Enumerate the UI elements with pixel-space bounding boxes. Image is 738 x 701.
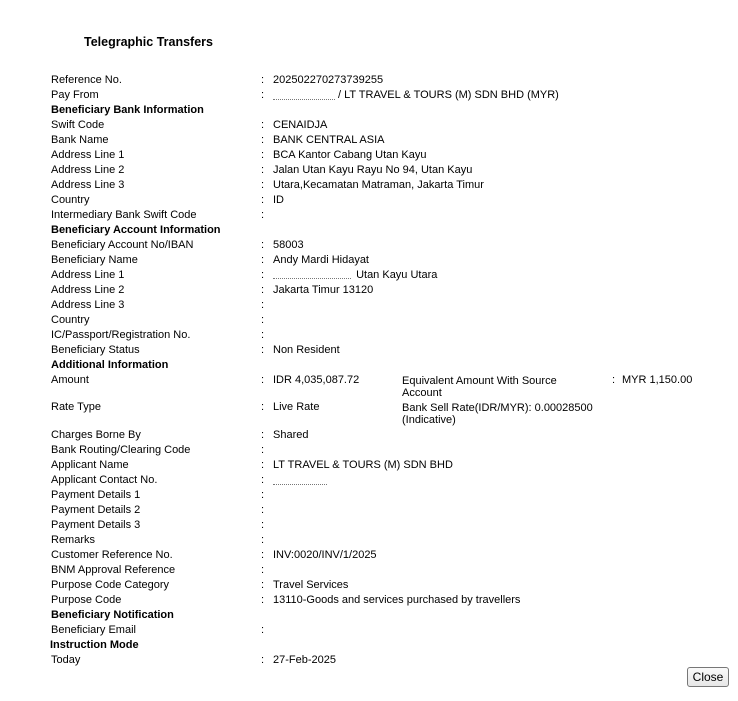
value: 13110-Goods and services purchased by travellers <box>273 594 521 606</box>
value: ID <box>273 194 284 206</box>
value <box>273 473 327 488</box>
separator: : <box>261 489 265 501</box>
label: Address Line 1 <box>51 149 125 161</box>
close-button[interactable]: Close <box>687 667 729 687</box>
separator: : <box>261 401 265 413</box>
value: Shared <box>273 429 309 441</box>
separator: : <box>612 374 616 386</box>
label: Address Line 3 <box>51 299 125 311</box>
value: Jakarta Timur 13120 <box>273 284 374 296</box>
label: Charges Borne By <box>51 429 141 441</box>
equivalent-amount-value: MYR 1,150.00 <box>622 374 693 386</box>
redacted-mark <box>273 91 335 100</box>
value: CENAIDJA <box>273 119 328 131</box>
separator: : <box>261 269 265 281</box>
separator: : <box>261 179 265 191</box>
section-account-info: Beneficiary Account Information <box>51 224 221 236</box>
value: BANK CENTRAL ASIA <box>273 134 385 146</box>
label: Intermediary Bank Swift Code <box>51 209 197 221</box>
label: Amount <box>51 374 89 386</box>
label: Beneficiary Account No/IBAN <box>51 239 194 251</box>
label: Applicant Contact No. <box>51 474 158 486</box>
label: Remarks <box>51 534 96 546</box>
value: Utara,Kecamatan Matraman, Jakarta Timur <box>273 179 484 191</box>
page-title: Telegraphic Transfers <box>84 35 213 49</box>
label: Beneficiary Email <box>51 624 136 636</box>
separator: : <box>261 299 265 311</box>
label: Rate Type <box>51 401 101 413</box>
label: Payment Details 2 <box>51 504 141 516</box>
value: Andy Mardi Hidayat <box>273 254 369 266</box>
address-text: Utan Kayu Utara <box>356 269 438 281</box>
section-beneficiary-notification: Beneficiary Notification <box>51 609 174 621</box>
section-additional-info: Additional Information <box>51 359 169 371</box>
section-instruction-mode: Instruction Mode <box>50 639 139 651</box>
separator: : <box>261 74 265 86</box>
label: BNM Approval Reference <box>51 564 176 576</box>
separator: : <box>261 429 265 441</box>
label: Purpose Code <box>51 594 122 606</box>
separator: : <box>261 254 265 266</box>
label: Applicant Name <box>51 459 129 471</box>
value: Jalan Utan Kayu Rayu No 94, Utan Kayu <box>273 164 473 176</box>
separator: : <box>261 624 265 636</box>
separator: : <box>261 119 265 131</box>
separator: : <box>261 374 265 386</box>
redacted-mark <box>273 476 327 485</box>
label: Bank Routing/Clearing Code <box>51 444 191 456</box>
label: Customer Reference No. <box>51 549 173 561</box>
label: Bank Name <box>51 134 109 146</box>
value: BCA Kantor Cabang Utan Kayu <box>273 149 427 161</box>
label: Beneficiary Status <box>51 344 140 356</box>
label: Address Line 2 <box>51 284 125 296</box>
value: LT TRAVEL & TOURS (M) SDN BHD <box>273 459 453 471</box>
label: Address Line 1 <box>51 269 125 281</box>
bank-sell-rate: Bank Sell Rate(IDR/MYR): 0.00028500 (Indicative) <box>402 402 593 426</box>
label: IC/Passport/Registration No. <box>51 329 191 341</box>
section-bank-info: Beneficiary Bank Information <box>51 104 204 116</box>
value: Live Rate <box>273 401 320 413</box>
value: Travel Services <box>273 579 349 591</box>
separator: : <box>261 654 265 666</box>
separator: : <box>261 149 265 161</box>
value: IDR 4,035,087.72 <box>273 374 360 386</box>
pay-from-text: / LT TRAVEL & TOURS (M) SDN BHD (MYR) <box>338 89 559 101</box>
separator: : <box>261 209 265 221</box>
label: Country <box>51 194 90 206</box>
label: Reference No. <box>51 74 122 86</box>
label: Country <box>51 314 90 326</box>
separator: : <box>261 284 265 296</box>
redacted-mark <box>273 271 351 279</box>
value: Non Resident <box>273 344 340 356</box>
separator: : <box>261 239 265 251</box>
separator: : <box>261 474 265 486</box>
label: Payment Details 1 <box>51 489 141 501</box>
separator: : <box>261 444 265 456</box>
row-rate-type <box>51 400 731 426</box>
value <box>273 268 437 283</box>
label: Address Line 3 <box>51 179 125 191</box>
value <box>273 88 559 103</box>
label: Address Line 2 <box>51 164 125 176</box>
value: 58003 <box>273 239 304 251</box>
value: INV:0020/INV/1/2025 <box>273 549 377 561</box>
label: Beneficiary Name <box>51 254 138 266</box>
separator: : <box>261 329 265 341</box>
label: Payment Details 3 <box>51 519 141 531</box>
separator: : <box>261 164 265 176</box>
label: Today <box>51 654 81 666</box>
separator: : <box>261 579 265 591</box>
label: Swift Code <box>51 119 105 131</box>
separator: : <box>261 534 265 546</box>
separator: : <box>261 564 265 576</box>
separator: : <box>261 344 265 356</box>
separator: : <box>261 89 265 101</box>
separator: : <box>261 594 265 606</box>
separator: : <box>261 504 265 516</box>
label: Pay From <box>51 89 99 101</box>
separator: : <box>261 459 265 471</box>
separator: : <box>261 549 265 561</box>
equivalent-amount-label: Equivalent Amount With Source Account <box>402 375 557 399</box>
value: 27-Feb-2025 <box>273 654 336 666</box>
label: Purpose Code Category <box>51 579 170 591</box>
row-amount <box>51 373 731 399</box>
separator: : <box>261 194 265 206</box>
separator: : <box>261 134 265 146</box>
separator: : <box>261 314 265 326</box>
separator: : <box>261 519 265 531</box>
value: 202502270273739255 <box>273 74 384 86</box>
